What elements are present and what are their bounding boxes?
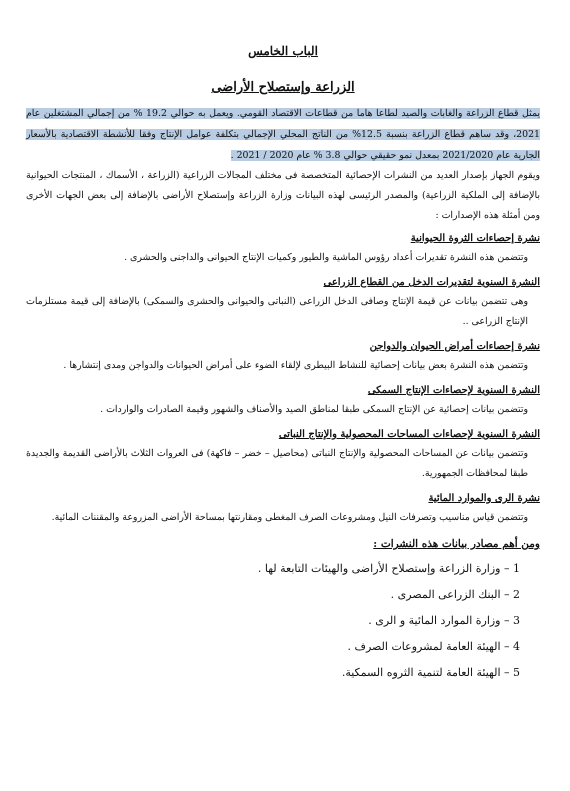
section-livestock xyxy=(26,230,540,268)
section-body: وتتضمن بيانات عن المساحات المحصولية والإنتاج النباتى (محاصيل – خضر – فاكهة) فى العروات الثلاث بالأراضى القديمة والجديدة طبقا لمحافظات الجمهورية. xyxy=(26,448,528,479)
intro-paragraph: ويقوم الجهاز بإصدار العديد من النشرات الإحصائية المتخصصة فى مختلف المجالات الزراعية (الزراعة ، الأسماك ، المنتجات الحيوانية بالإضافة إلى الملكية الزراعية) والمصدر الرئيسى لهذه البيانات وزارة الزراعة وإستصلاح الأراضى بالإضافة إلى بعض الجهات الأخرى ومن أمثلة هذه الإصدارات : xyxy=(26,170,540,221)
chapter-title: الباب الخامس xyxy=(248,44,318,58)
section-fish-production xyxy=(26,382,540,420)
section-heading: نشرة الرى والموارد المائية xyxy=(428,493,540,504)
section-animal-diseases xyxy=(26,338,540,376)
section-agri-income xyxy=(26,274,540,332)
sources-heading: ومن أهم مصادر بيانات هذه النشرات : xyxy=(373,538,540,550)
source-item: 4 – الهيئة العامة لمشروعات الصرف . xyxy=(347,640,520,653)
section-irrigation xyxy=(26,490,540,528)
highlighted-text: يمثل قطاع الزراعة والغابات والصيد لطاعا هاما من قطاعات الاقتصاد القومي. ويعمل به حوالي 19.2 % من إجمالي المشتغلين عام 2021، وقد ساهم قطاع الزراعة بنسبة 12.5% من الناتج المحلي الإجمالي بتكلفة عوامل الإنتاج وفقا للأنشطة الاقتصادية بالأسعار الجارية عام 2021/2020 بمعدل نمو حقيقي حوالي 3.8 % عام 2020 / 2021 . xyxy=(26,108,540,161)
source-item: 3 – وزارة الموارد المائية و الرى . xyxy=(368,614,520,627)
source-item: 2 – البنك الزراعى المصرى . xyxy=(390,588,520,601)
section-body: وتتضمن هذه النشرة بعض بيانات إحصائية للنشاط البيطرى لإلقاء الضوء على أمراض الحيوانات والدواجن ومدى إنتشارها . xyxy=(63,360,528,371)
section-heading: النشرة السنوية لتقديرات الدخل من القطاع الزراعى xyxy=(323,277,540,288)
section-crop-areas xyxy=(26,426,540,484)
section-body: وتتضمن هذه النشرة تقديرات أعداد رؤوس الماشية والطيور وكميات الإنتاج الحيوانى والداجنى والحشرى . xyxy=(124,252,528,263)
page-title: الزراعة وإستصلاح الأراضى xyxy=(211,80,355,95)
section-body: وتتضمن قياس مناسيب وتصرفات النيل ومشروعات الصرف المغطى ومقارنتها بمساحة الأراضى المزروعة والمقننات المائية. xyxy=(51,512,528,523)
section-body: وتتضمن بيانات إحصائية عن الإنتاج السمكى طبقا لمناطق الصيد والأصناف والشهور وقيمة الصادرات والواردات . xyxy=(100,404,528,415)
section-heading: النشرة السنوية لإحصاءات الإنتاج السمكى xyxy=(367,385,540,396)
section-body: وهى تتضمن بيانات عن قيمة الإنتاج وصافى الدخل الزراعى (النباتى والحيوانى والحشرى والسمكى) بالإضافة إلى قيمة مستلزمات الإنتاج الزراعى .. xyxy=(26,296,528,327)
source-item: 1 – وزارة الزراعة وإستصلاح الأراضى والهيئات التابعة لها . xyxy=(257,562,520,575)
section-heading: نشرة إحصاءات الثروة الحيوانية xyxy=(410,233,540,244)
intro-paragraph-highlighted xyxy=(26,103,540,166)
sources-list xyxy=(26,556,540,686)
section-heading: نشرة إحصاءات أمراض الحيوان والدواجن xyxy=(369,341,540,352)
source-item: 5 – الهيئة العامة لتنمية الثروه السمكية. xyxy=(341,666,520,679)
section-heading: النشرة السنوية لإحصاءات المساحات المحصولية والإنتاج النباتى xyxy=(278,429,540,440)
